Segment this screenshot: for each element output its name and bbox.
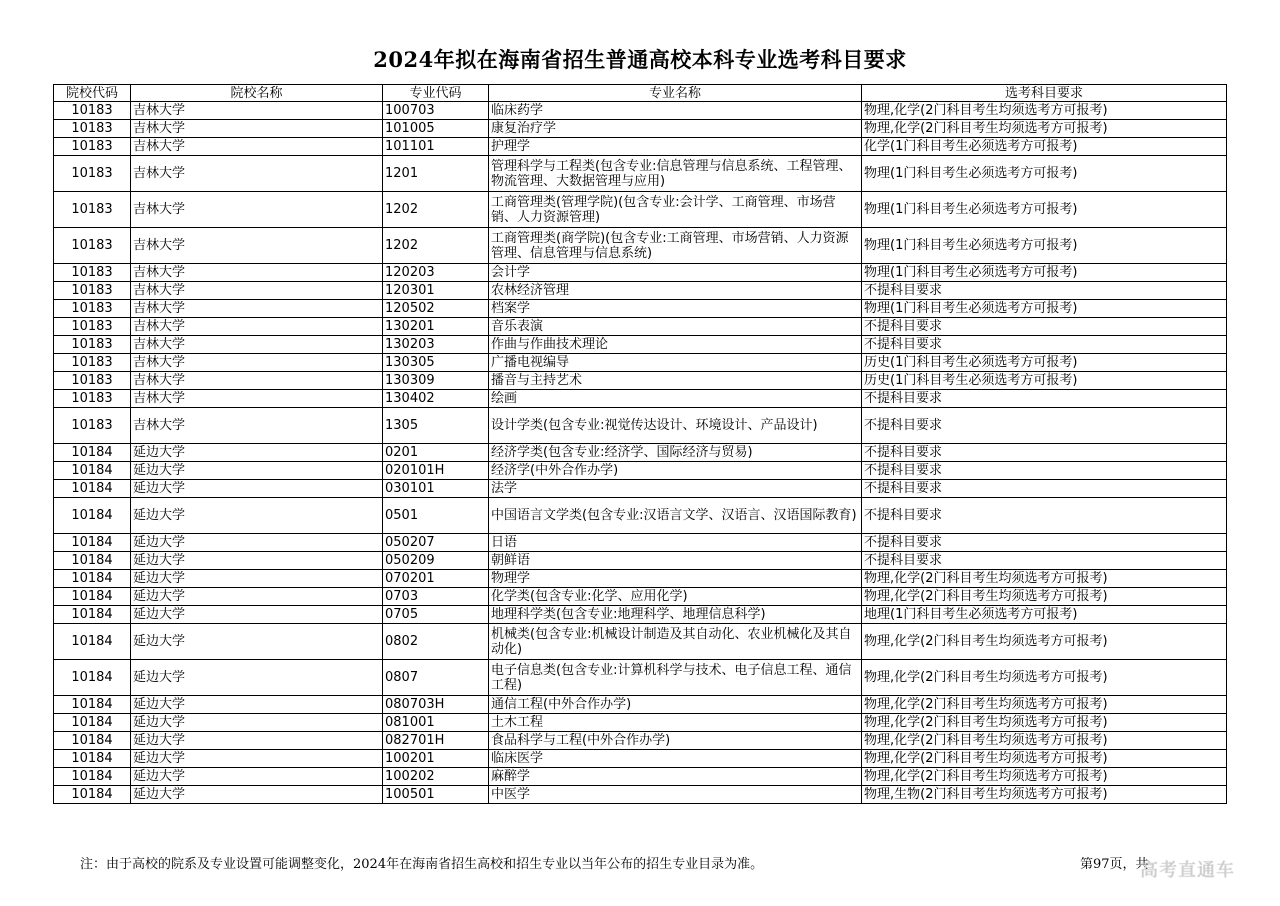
cell-school-name: 延边大学	[131, 444, 383, 462]
cell-school-name: 吉林大学	[131, 282, 383, 300]
table-row	[54, 714, 1227, 732]
cell-school-code: 10184	[54, 534, 131, 552]
cell-subject-requirement: 不提科目要求	[862, 282, 1227, 300]
cell-school-code: 10184	[54, 606, 131, 624]
table-body	[54, 102, 1227, 804]
cell-school-name: 延边大学	[131, 714, 383, 732]
cell-major-name: 电子信息类(包含专业:计算机科学与技术、电子信息工程、通信工程)	[489, 660, 862, 696]
cell-major-name: 临床药学	[489, 102, 862, 120]
cell-school-name: 延边大学	[131, 588, 383, 606]
cell-school-name: 吉林大学	[131, 300, 383, 318]
cell-school-code: 10184	[54, 624, 131, 660]
cell-school-name: 延边大学	[131, 786, 383, 804]
cell-school-name: 延边大学	[131, 660, 383, 696]
cell-major-code: 050209	[383, 552, 489, 570]
cell-school-code: 10183	[54, 138, 131, 156]
cell-major-code: 100501	[383, 786, 489, 804]
cell-major-name: 物理学	[489, 570, 862, 588]
cell-major-name: 档案学	[489, 300, 862, 318]
cell-subject-requirement: 物理(1门科目考生必须选考方可报考)	[862, 264, 1227, 282]
cell-major-code: 082701H	[383, 732, 489, 750]
cell-subject-requirement: 不提科目要求	[862, 390, 1227, 408]
cell-school-name: 延边大学	[131, 480, 383, 498]
cell-school-name: 吉林大学	[131, 102, 383, 120]
cell-subject-requirement: 物理(1门科目考生必须选考方可报考)	[862, 192, 1227, 228]
table-row	[54, 318, 1227, 336]
cell-major-name: 通信工程(中外合作办学)	[489, 696, 862, 714]
cell-major-name: 中国语言文学类(包含专业:汉语言文学、汉语言、汉语国际教育)	[489, 498, 862, 534]
table-row	[54, 228, 1227, 264]
cell-major-name: 工商管理类(商学院)(包含专业:工商管理、市场营销、人力资源管理、信息管理与信息系统)	[489, 228, 862, 264]
cell-subject-requirement: 物理(1门科目考生必须选考方可报考)	[862, 300, 1227, 318]
cell-major-name: 管理科学与工程类(包含专业:信息管理与信息系统、工程管理、物流管理、大数据管理与应用)	[489, 156, 862, 192]
cell-subject-requirement: 不提科目要求	[862, 318, 1227, 336]
cell-major-name: 护理学	[489, 138, 862, 156]
cell-subject-requirement: 物理,化学(2门科目考生均须选考方可报考)	[862, 588, 1227, 606]
table-header-row	[54, 85, 1227, 102]
cell-school-name: 延边大学	[131, 498, 383, 534]
watermark-logo: 高考直通车	[1140, 860, 1235, 881]
cell-subject-requirement: 不提科目要求	[862, 498, 1227, 534]
cell-school-code: 10183	[54, 300, 131, 318]
cell-school-code: 10184	[54, 480, 131, 498]
table-row	[54, 534, 1227, 552]
cell-school-name: 延边大学	[131, 462, 383, 480]
header-major-name: 专业名称	[489, 85, 862, 102]
cell-subject-requirement: 物理,生物(2门科目考生均须选考方可报考)	[862, 786, 1227, 804]
cell-subject-requirement: 物理,化学(2门科目考生均须选考方可报考)	[862, 624, 1227, 660]
cell-major-code: 0705	[383, 606, 489, 624]
cell-school-code: 10184	[54, 570, 131, 588]
cell-subject-requirement: 物理,化学(2门科目考生均须选考方可报考)	[862, 102, 1227, 120]
cell-school-code: 10183	[54, 372, 131, 390]
cell-subject-requirement: 不提科目要求	[862, 336, 1227, 354]
header-school-name: 院校名称	[131, 85, 383, 102]
cell-subject-requirement: 物理(1门科目考生必须选考方可报考)	[862, 156, 1227, 192]
cell-major-code: 130305	[383, 354, 489, 372]
cell-school-name: 吉林大学	[131, 372, 383, 390]
cell-school-code: 10183	[54, 228, 131, 264]
header-school-code: 院校代码	[54, 85, 131, 102]
cell-major-name: 经济学类(包含专业:经济学、国际经济与贸易)	[489, 444, 862, 462]
cell-subject-requirement: 物理,化学(2门科目考生均须选考方可报考)	[862, 750, 1227, 768]
cell-school-code: 10183	[54, 354, 131, 372]
table-row	[54, 156, 1227, 192]
cell-school-code: 10183	[54, 336, 131, 354]
table-row	[54, 120, 1227, 138]
cell-major-name: 康复治疗学	[489, 120, 862, 138]
cell-major-name: 播音与主持艺术	[489, 372, 862, 390]
table-row	[54, 282, 1227, 300]
table-row	[54, 444, 1227, 462]
cell-school-name: 吉林大学	[131, 408, 383, 444]
cell-school-name: 延边大学	[131, 768, 383, 786]
table-row	[54, 462, 1227, 480]
table-row	[54, 570, 1227, 588]
table-row	[54, 264, 1227, 282]
cell-subject-requirement: 物理,化学(2门科目考生均须选考方可报考)	[862, 120, 1227, 138]
table-row	[54, 750, 1227, 768]
cell-subject-requirement: 不提科目要求	[862, 552, 1227, 570]
cell-major-name: 法学	[489, 480, 862, 498]
table-row	[54, 372, 1227, 390]
cell-school-code: 10184	[54, 768, 131, 786]
footer-note: 注：由于高校的院系及专业设置可能调整变化，2024年在海南省招生高校和招生专业以当年公布的招生专业目录为准。	[80, 857, 764, 872]
cell-subject-requirement: 物理,化学(2门科目考生均须选考方可报考)	[862, 696, 1227, 714]
cell-school-name: 吉林大学	[131, 228, 383, 264]
cell-major-code: 0501	[383, 498, 489, 534]
header-major-code: 专业代码	[383, 85, 489, 102]
cell-school-code: 10183	[54, 390, 131, 408]
cell-major-code: 0802	[383, 624, 489, 660]
cell-major-name: 设计学类(包含专业:视觉传达设计、环境设计、产品设计)	[489, 408, 862, 444]
table-row	[54, 696, 1227, 714]
cell-major-name: 作曲与作曲技术理论	[489, 336, 862, 354]
cell-major-code: 130203	[383, 336, 489, 354]
cell-subject-requirement: 物理,化学(2门科目考生均须选考方可报考)	[862, 768, 1227, 786]
table-row	[54, 498, 1227, 534]
cell-major-code: 080703H	[383, 696, 489, 714]
cell-school-name: 吉林大学	[131, 138, 383, 156]
cell-major-code: 0703	[383, 588, 489, 606]
cell-school-name: 延边大学	[131, 750, 383, 768]
cell-school-name: 延边大学	[131, 606, 383, 624]
cell-school-name: 延边大学	[131, 534, 383, 552]
cell-major-name: 日语	[489, 534, 862, 552]
cell-school-code: 10184	[54, 498, 131, 534]
cell-subject-requirement: 不提科目要求	[862, 534, 1227, 552]
table-row	[54, 336, 1227, 354]
cell-subject-requirement: 不提科目要求	[862, 408, 1227, 444]
cell-school-code: 10183	[54, 318, 131, 336]
cell-school-code: 10183	[54, 264, 131, 282]
cell-school-code: 10184	[54, 660, 131, 696]
cell-major-name: 食品科学与工程(中外合作办学)	[489, 732, 862, 750]
cell-school-code: 10184	[54, 552, 131, 570]
cell-major-code: 0201	[383, 444, 489, 462]
cell-school-name: 吉林大学	[131, 390, 383, 408]
cell-school-name: 吉林大学	[131, 120, 383, 138]
cell-subject-requirement: 历史(1门科目考生必须选考方可报考)	[862, 372, 1227, 390]
cell-school-name: 吉林大学	[131, 318, 383, 336]
cell-subject-requirement: 物理,化学(2门科目考生均须选考方可报考)	[862, 570, 1227, 588]
cell-subject-requirement: 物理,化学(2门科目考生均须选考方可报考)	[862, 660, 1227, 696]
table-row	[54, 660, 1227, 696]
cell-major-code: 101101	[383, 138, 489, 156]
cell-major-code: 100703	[383, 102, 489, 120]
cell-major-code: 101005	[383, 120, 489, 138]
table-row	[54, 588, 1227, 606]
cell-school-name: 延边大学	[131, 624, 383, 660]
cell-school-name: 延边大学	[131, 696, 383, 714]
cell-school-code: 10183	[54, 156, 131, 192]
header-subject-requirement: 选考科目要求	[862, 85, 1227, 102]
cell-major-name: 广播电视编导	[489, 354, 862, 372]
cell-major-code: 1201	[383, 156, 489, 192]
cell-subject-requirement: 物理,化学(2门科目考生均须选考方可报考)	[862, 714, 1227, 732]
table-row	[54, 354, 1227, 372]
cell-subject-requirement: 化学(1门科目考生必须选考方可报考)	[862, 138, 1227, 156]
cell-major-name: 农林经济管理	[489, 282, 862, 300]
cell-major-code: 130201	[383, 318, 489, 336]
cell-major-code: 1305	[383, 408, 489, 444]
cell-subject-requirement: 物理(1门科目考生必须选考方可报考)	[862, 228, 1227, 264]
cell-school-name: 延边大学	[131, 552, 383, 570]
table-row	[54, 300, 1227, 318]
cell-major-code: 120203	[383, 264, 489, 282]
cell-major-name: 中医学	[489, 786, 862, 804]
cell-school-name: 吉林大学	[131, 156, 383, 192]
cell-major-name: 土木工程	[489, 714, 862, 732]
table-row	[54, 786, 1227, 804]
cell-major-code: 1202	[383, 228, 489, 264]
cell-major-code: 130309	[383, 372, 489, 390]
cell-school-code: 10184	[54, 732, 131, 750]
cell-school-code: 10184	[54, 750, 131, 768]
cell-major-name: 化学类(包含专业:化学、应用化学)	[489, 588, 862, 606]
requirements-table	[53, 84, 1227, 804]
cell-major-code: 130402	[383, 390, 489, 408]
cell-major-code: 0807	[383, 660, 489, 696]
cell-school-code: 10184	[54, 786, 131, 804]
cell-major-code: 1202	[383, 192, 489, 228]
cell-school-code: 10183	[54, 120, 131, 138]
cell-subject-requirement: 不提科目要求	[862, 462, 1227, 480]
cell-school-code: 10183	[54, 282, 131, 300]
cell-school-name: 吉林大学	[131, 336, 383, 354]
page-number: 第97页，共	[1080, 857, 1149, 872]
table-row	[54, 480, 1227, 498]
cell-major-name: 经济学(中外合作办学)	[489, 462, 862, 480]
cell-major-name: 朝鲜语	[489, 552, 862, 570]
cell-school-code: 10184	[54, 714, 131, 732]
cell-major-name: 工商管理类(管理学院)(包含专业:会计学、工商管理、市场营销、人力资源管理)	[489, 192, 862, 228]
cell-school-code: 10184	[54, 696, 131, 714]
cell-subject-requirement: 历史(1门科目考生必须选考方可报考)	[862, 354, 1227, 372]
cell-subject-requirement: 物理,化学(2门科目考生均须选考方可报考)	[862, 732, 1227, 750]
cell-school-name: 吉林大学	[131, 264, 383, 282]
cell-school-code: 10183	[54, 102, 131, 120]
table-row	[54, 624, 1227, 660]
cell-major-code: 030101	[383, 480, 489, 498]
cell-major-code: 020101H	[383, 462, 489, 480]
cell-subject-requirement: 不提科目要求	[862, 480, 1227, 498]
cell-major-name: 会计学	[489, 264, 862, 282]
table-row	[54, 768, 1227, 786]
cell-school-code: 10183	[54, 192, 131, 228]
table-row	[54, 192, 1227, 228]
cell-school-name: 吉林大学	[131, 192, 383, 228]
cell-major-code: 070201	[383, 570, 489, 588]
cell-major-name: 临床医学	[489, 750, 862, 768]
table-row	[54, 390, 1227, 408]
cell-major-name: 音乐表演	[489, 318, 862, 336]
cell-school-code: 10184	[54, 588, 131, 606]
cell-major-code: 081001	[383, 714, 489, 732]
cell-major-code: 100201	[383, 750, 489, 768]
cell-school-code: 10184	[54, 444, 131, 462]
cell-school-code: 10184	[54, 462, 131, 480]
cell-school-name: 延边大学	[131, 570, 383, 588]
cell-major-code: 120301	[383, 282, 489, 300]
cell-major-name: 地理科学类(包含专业:地理科学、地理信息科学)	[489, 606, 862, 624]
cell-subject-requirement: 地理(1门科目考生必须选考方可报考)	[862, 606, 1227, 624]
table-row	[54, 408, 1227, 444]
cell-school-code: 10183	[54, 408, 131, 444]
cell-major-name: 机械类(包含专业:机械设计制造及其自动化、农业机械化及其自动化)	[489, 624, 862, 660]
cell-major-name: 麻醉学	[489, 768, 862, 786]
table-row	[54, 732, 1227, 750]
cell-major-code: 100202	[383, 768, 489, 786]
cell-subject-requirement: 不提科目要求	[862, 444, 1227, 462]
cell-major-code: 050207	[383, 534, 489, 552]
table-row	[54, 102, 1227, 120]
cell-school-name: 延边大学	[131, 732, 383, 750]
table-row	[54, 552, 1227, 570]
cell-major-name: 绘画	[489, 390, 862, 408]
page-title: 2024年拟在海南省招生普通高校本科专业选考科目要求	[373, 47, 907, 72]
cell-school-name: 吉林大学	[131, 354, 383, 372]
table-row	[54, 138, 1227, 156]
table-row	[54, 606, 1227, 624]
cell-major-code: 120502	[383, 300, 489, 318]
